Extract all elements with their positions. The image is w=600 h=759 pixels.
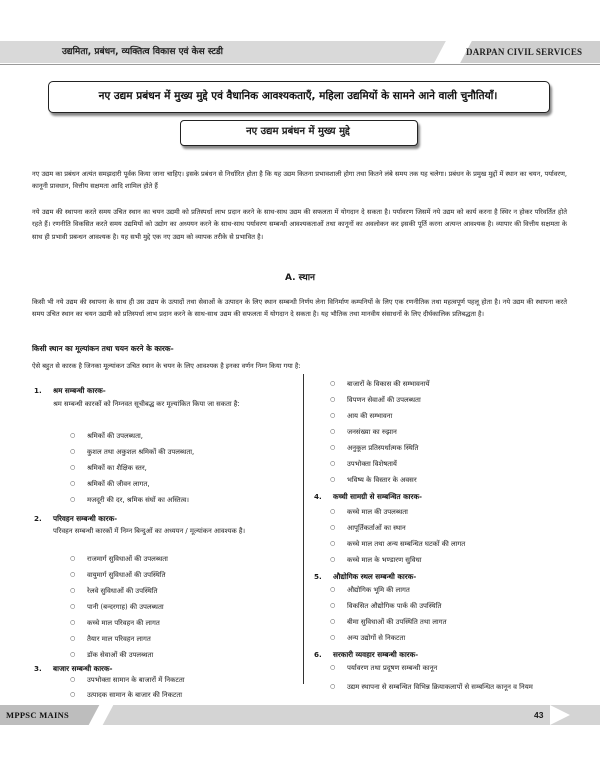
bullet-icon: ○ xyxy=(70,555,76,562)
bullet-icon: ○ xyxy=(70,448,76,455)
bullet-icon: ○ xyxy=(70,676,76,683)
category-title: परिवहन सम्बन्धी कारक- xyxy=(53,514,118,523)
bullet-icon: ○ xyxy=(330,683,336,690)
category-title: कच्ची सामग्री से सम्बन्धित कारक- xyxy=(333,492,422,501)
category-number: 3. xyxy=(34,664,42,673)
category-number: 4. xyxy=(314,492,322,501)
category-title: श्रम सम्बन्धी कारक- xyxy=(53,386,106,395)
page-arrow-icon xyxy=(550,705,570,725)
bullet-icon: ○ xyxy=(70,603,76,610)
bullet-icon: ○ xyxy=(330,524,336,531)
sub-title: नए उद्यम प्रबंधन में मुख्य मुद्दे xyxy=(246,126,350,137)
category-number: 6. xyxy=(314,650,322,659)
category-number: 1. xyxy=(34,386,42,395)
bullet-icon: ○ xyxy=(70,587,76,594)
main-title: नए उद्यम प्रबंधन में मुख्य मुद्दे एवं वैधानिक आवश्यकताएँ, महिला उद्यमियों के सामने आने वाली चुनौतियाँ। xyxy=(98,90,498,102)
category-title: औद्योगिक स्थल सम्बन्धी कारक- xyxy=(333,572,417,581)
bullet-icon: ○ xyxy=(70,619,76,626)
bullet-icon: ○ xyxy=(70,464,76,471)
category-description: परिवहन सम्बन्धी कारकों में निम्न बिन्दुओं का अध्ययन / मूल्यांकन आवश्यक है। xyxy=(53,527,246,535)
bullet-icon: ○ xyxy=(330,618,336,625)
bullet-icon: ○ xyxy=(330,460,336,467)
bullet-icon: ○ xyxy=(70,635,76,642)
bullet-icon: ○ xyxy=(330,556,336,563)
header-brand: DARPAN CIVIL SERVICES xyxy=(466,47,583,57)
page-number: 43 xyxy=(534,710,544,720)
section-heading-a: A. स्थान xyxy=(284,273,316,283)
bullet-icon: ○ xyxy=(330,444,336,451)
category-number: 2. xyxy=(34,514,42,523)
factors-intro: ऐसे बहुत से कारक है जिनका मूल्यांकन उचित स्थान के चयन के लिए आवश्यक है इनका वर्णन निम्न किया गया है: xyxy=(32,362,301,370)
bullet-icon: ○ xyxy=(330,540,336,547)
bullet-icon: ○ xyxy=(70,651,76,658)
bullet-icon: ○ xyxy=(330,602,336,609)
location-paragraph: नये उद्यम की स्थापना करते समय उचित स्थान का चयन उद्यमी को प्रतिस्पर्धा लाभ प्रदान करने के साथ-साथ उद्यम की सफलता में योगदान दे सकता है। पर्यावरण जिसमें नये उद्यम को कार्य करना है स्थिर न होकर परिवर्तित होते रहते हैं। रणनीति विकसित करते समय उद्यमियों को उद्योग का अध्ययन करने के साथ-साथ पर्यावरण सम्बन्धी आवश्यकताओं तथा कानूनों का अवलोकन कर इसकी पूर्ति करना अत्यन्त आवश्यक है। व्यापार की वित्तीय सक्षमता के साथ ही प्रभावी प्रबन्धन आवश्यक है। यह सभी मुद्दे एक नए उद्यम को व्यापक तरीके से प्रभावित है। xyxy=(32,208,567,241)
bullet-icon: ○ xyxy=(70,691,76,698)
header-rule xyxy=(0,64,600,65)
category-number: 5. xyxy=(314,572,322,581)
page-header xyxy=(0,0,600,66)
bullet-icon: ○ xyxy=(330,412,336,419)
category-title: सरकारी व्यवहार सम्बन्धी कारक- xyxy=(333,650,419,659)
bullet-icon: ○ xyxy=(330,396,336,403)
header-book-title: उद्यमिता, प्रबंधन, व्यक्तित्व विकास एवं केस स्टडी xyxy=(62,47,223,57)
bullet-icon: ○ xyxy=(330,634,336,641)
bullet-icon: ○ xyxy=(330,428,336,435)
factors-heading: किसी स्थान का मूल्यांकन तथा चयन करने के कारक- xyxy=(32,344,174,353)
intro-paragraph: नए उद्यम का प्रबंधन अत्यंत समझदारी पूर्वक किया जाना चाहिए। इसके प्रबंधन से निर्धारित होता है कि यह उद्यम कितना प्रभावशाली होगा तथा कितने लंबे समय तक यह चलेगा। प्रबंधन के प्रमुख मुद्दों में स्थान का चयन, पर्यावरण, कानूनी प्रावधान, वित्तीय सक्षमता आदि शामिल होते हैं xyxy=(32,170,567,191)
bullet-icon: ○ xyxy=(330,476,336,483)
footer-exam-label: MPPSC MAINS xyxy=(6,710,70,720)
bullet-icon: ○ xyxy=(330,508,336,515)
bullet-icon: ○ xyxy=(70,571,76,578)
section-a-paragraph: किसी भी नये उद्यम की स्थापना के साथ ही उस उद्यम के उत्पादों तथा सेवाओं के उत्पादन के लिए स्थान सम्बन्धी निर्णय लेना विनिर्माण कम्पनियों के लिए एक रणनीतिक तथा महत्वपूर्ण पहलू होता है। नये उद्यम की स्थापना करते समय उचित स्थान का चयन उद्यमी को प्रतिस्पर्धा लाभ प्रदान करने के साथ-साथ उद्यम की सफलता में योगदान दे सकता है। यह भौतिक तथा मानवीय संसाधनों के लिए दीर्घकालिक प्रतिबद्धता है। xyxy=(32,298,567,319)
bullet-icon: ○ xyxy=(330,586,336,593)
bullet-icon: ○ xyxy=(330,664,336,671)
category-description: श्रम सम्बन्धी कारकों को निम्नवत सूचीबद्ध कर मूल्यांकित किया जा सकता है: xyxy=(53,400,240,408)
list-item: ○ उद्यम स्थापना से सम्बन्धित विभिन्न क्रियाकलापों से सम्बन्धित कानून व नियम xyxy=(330,680,570,694)
category-title: बाजार सम्बन्धी कारक- xyxy=(53,664,113,673)
bullet-icon: ○ xyxy=(330,380,336,387)
bullet-icon: ○ xyxy=(70,496,76,503)
bullet-icon: ○ xyxy=(70,432,76,439)
bullet-icon: ○ xyxy=(70,480,76,487)
column-divider xyxy=(303,374,304,684)
